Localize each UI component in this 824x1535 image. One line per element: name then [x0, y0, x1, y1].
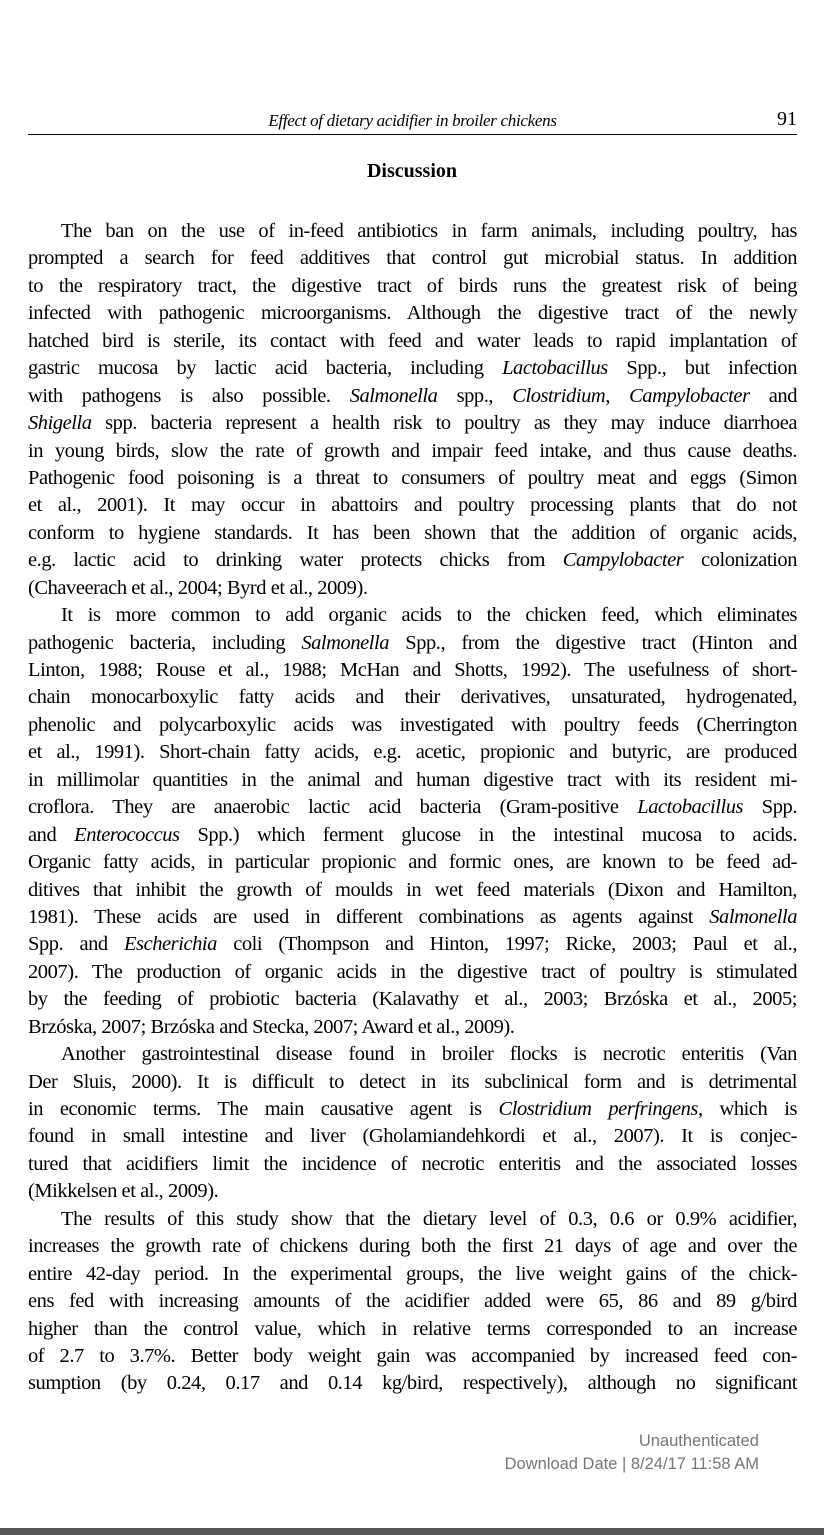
text-run: 1981). These acids are used in different combinations as agents against — [28, 905, 710, 928]
text-line — [28, 1096, 797, 1123]
text-run: pathogenic bacteria, including — [28, 631, 302, 654]
text-line — [28, 986, 797, 1013]
italic-term: Salmonella — [349, 384, 438, 407]
text-line — [28, 438, 797, 465]
text-line — [28, 1370, 797, 1397]
text-run: coli (Thompson and Hinton, 1997; Ricke, 2003; Paul et al., — [216, 933, 797, 956]
text-run: Pathogenic food poisoning is a threat to consumers of poultry meat and eggs (Simon — [28, 466, 797, 489]
text-line — [28, 684, 797, 711]
text-run: chain monocarboxylic fatty acids and their derivatives, unsaturated, hydrogenated, — [28, 686, 797, 709]
text-run: phenolic and polycarboxylic acids was investigated with poultry feeds (Cherrington — [28, 713, 797, 736]
text-line — [28, 931, 797, 958]
text-line — [28, 1316, 797, 1343]
auth-status-text: Unauthenticated — [638, 1432, 759, 1450]
text-run: et al., 2001). It may occur in abattoirs and poultry processing plants that do not — [28, 494, 797, 517]
text-line — [28, 520, 797, 547]
text-run: ditives that inhibit the growth of moulds in wet feed materials (Dixon and Hamilton, — [28, 878, 797, 901]
text-run: in millimolar quantities in the animal and human digestive tract with its resident mi- — [28, 768, 797, 791]
text-run: Spp.) which ferment glucose in the intestinal mucosa to acids. — [179, 823, 797, 846]
text-line — [28, 1151, 797, 1178]
paragraph — [28, 1206, 797, 1398]
section-heading: Discussion — [366, 160, 458, 182]
text-line — [28, 1178, 797, 1205]
page-number: 91 — [777, 108, 797, 130]
text-run: Spp. and — [28, 933, 124, 956]
text-run: Spp., but infection — [607, 357, 797, 380]
text-run: gastric mucosa by lactic acid bacteria, including — [28, 357, 503, 380]
text-run: in economic terms. The main causative agent is — [28, 1098, 499, 1120]
text-line — [28, 877, 797, 904]
text-run: by the feeding of probiotic bacteria (Kalavathy et al., 2003; Brzóska et al., 2005; — [28, 988, 797, 1011]
bottom-toolbar-bar — [0, 1528, 824, 1535]
text-line — [28, 383, 797, 410]
text-line — [28, 959, 797, 986]
text-line — [28, 300, 797, 327]
download-footer — [505, 1430, 759, 1476]
italic-term: Salmonella — [301, 631, 390, 654]
text-run: (Chaveerach et al., 2004; Byrd et al., 2009). — [28, 576, 368, 599]
text-line — [28, 1206, 797, 1233]
text-run: higher than the control value, which in relative terms corresponded to an increase — [28, 1317, 797, 1340]
text-line — [28, 767, 797, 794]
text-line — [28, 218, 797, 245]
text-line — [28, 1069, 797, 1096]
text-line — [28, 712, 797, 739]
text-run: increases the growth rate of chickens during both the first 21 days of age and over the — [28, 1235, 797, 1258]
text-line — [28, 575, 797, 602]
italic-term: Enterococcus — [74, 823, 180, 846]
text-line — [28, 273, 797, 300]
text-run: (Mikkelsen et al., 2009). — [28, 1180, 219, 1203]
text-run: 2007). The production of organic acids in the digestive tract of poultry is stimulated — [28, 960, 797, 983]
text-line — [28, 602, 797, 629]
text-run: , — [605, 384, 630, 407]
text-line — [28, 547, 797, 574]
text-run: conform to hygiene standards. It has been shown that the addition of organic acids, — [28, 521, 797, 544]
italic-term: Campylobacter — [562, 549, 684, 572]
text-run: e.g. lactic acid to drinking water protects chicks from — [28, 549, 563, 572]
text-run: sumption (by 0.24, 0.17 and 0.14 kg/bird, respectively), although no significant — [28, 1372, 797, 1395]
italic-term: Escherichia — [123, 933, 217, 956]
text-line — [28, 1343, 797, 1370]
text-run: Linton, 1988; Rouse et al., 1988; McHan and Shotts, 1992). The usefulness of short- — [28, 659, 797, 681]
text-run: et al., 1991). Short-chain fatty acids, e.g. acetic, propionic and butyric, are produced — [28, 741, 797, 764]
running-header — [28, 108, 797, 135]
text-line — [28, 410, 797, 437]
text-run: The ban on the use of in-feed antibiotics in farm animals, including poultry, has — [61, 220, 797, 242]
italic-term: Salmonella — [709, 905, 797, 928]
italic-term: Clostridium perfringens — [498, 1098, 698, 1120]
text-run: to the respiratory tract, the digestive tract of birds runs the greatest risk of being — [28, 274, 797, 297]
text-line — [28, 1014, 797, 1041]
text-run: hatched bird is sterile, its contact with feed and water leads to rapid implantation of — [28, 329, 797, 352]
italic-term: Lactobacillus — [637, 796, 744, 819]
text-run: found in small intestine and liver (Gholamiandehkordi et al., 2007). It is conjec- — [28, 1125, 797, 1148]
text-line — [28, 849, 797, 876]
paragraph — [28, 218, 797, 602]
italic-term: Shigella — [28, 412, 92, 435]
text-run: The results of this study show that the dietary level of 0.3, 0.6 or 0.9% acidifier, — [61, 1207, 797, 1230]
body-text — [28, 218, 797, 1398]
text-line — [28, 245, 797, 272]
text-line — [28, 1233, 797, 1260]
text-run: and — [749, 384, 798, 407]
italic-term: Campylobacter — [629, 384, 750, 407]
text-line — [28, 328, 797, 355]
text-run: of 2.7 to 3.7%. Better body weight gain was accompanied by increased feed con- — [28, 1344, 797, 1367]
text-line — [28, 739, 797, 766]
text-run: spp. bacteria represent a health risk to poultry as they may induce diarrhoea — [91, 412, 797, 435]
text-line — [28, 904, 797, 931]
text-run: , which is — [697, 1098, 797, 1120]
text-line — [28, 822, 797, 849]
text-line — [28, 355, 797, 382]
text-line — [28, 1261, 797, 1288]
italic-term: Lactobacillus — [502, 357, 608, 380]
text-run: It is more common to add organic acids to the chicken feed, which eliminates — [61, 604, 797, 627]
text-run: entire 42-day period. In the experimental groups, the live weight gains of the chick- — [28, 1262, 797, 1285]
text-line — [28, 1123, 797, 1150]
text-run: Organic fatty acids, in particular propionic and formic ones, are known to be feed ad- — [28, 851, 797, 874]
text-run: tured that acidifiers limit the incidence of necrotic enteritis and the associated losses — [28, 1152, 797, 1175]
text-run: ens fed with increasing amounts of the acidifier added were 65, 86 and 89 g/bird — [28, 1290, 797, 1313]
text-line — [28, 1041, 797, 1068]
text-run: and — [28, 823, 75, 846]
text-run: colonization — [683, 549, 797, 572]
text-run: Spp. — [743, 796, 798, 819]
text-run: with pathogens is also possible. — [28, 384, 350, 407]
text-run: Der Sluis, 2000). It is difficult to detect in its subclinical form and is detrimental — [28, 1070, 797, 1093]
text-run: Spp., from the digestive tract (Hinton and — [389, 631, 797, 654]
download-date-text: Download Date | 8/24/17 11:58 AM — [504, 1455, 759, 1473]
paragraph — [28, 1041, 797, 1206]
text-run: in young birds, slow the rate of growth and impair feed intake, and thus cause deaths. — [28, 439, 797, 462]
text-run: Another gastrointestinal disease found in broiler flocks is necrotic enteritis (Van — [61, 1043, 797, 1066]
text-run: infected with pathogenic microorganisms. Although the digestive tract of the newly — [28, 302, 797, 325]
text-line — [28, 492, 797, 519]
text-line — [28, 794, 797, 821]
text-line — [28, 1288, 797, 1315]
text-run: spp., — [437, 384, 513, 407]
text-line — [28, 657, 797, 684]
text-line — [28, 465, 797, 492]
text-line — [28, 630, 797, 657]
text-run: prompted a search for feed additives that control gut microbial status. In addition — [28, 247, 797, 270]
italic-term: Clostridium — [512, 384, 606, 407]
paragraph — [28, 602, 797, 1041]
text-run: croflora. They are anaerobic lactic acid bacteria (Gram-positive — [28, 796, 638, 819]
text-run: Brzóska, 2007; Brzóska and Stecka, 2007; Award et al., 2009). — [28, 1015, 515, 1038]
running-title: Effect of dietary acidifier in broiler chickens — [268, 111, 557, 130]
